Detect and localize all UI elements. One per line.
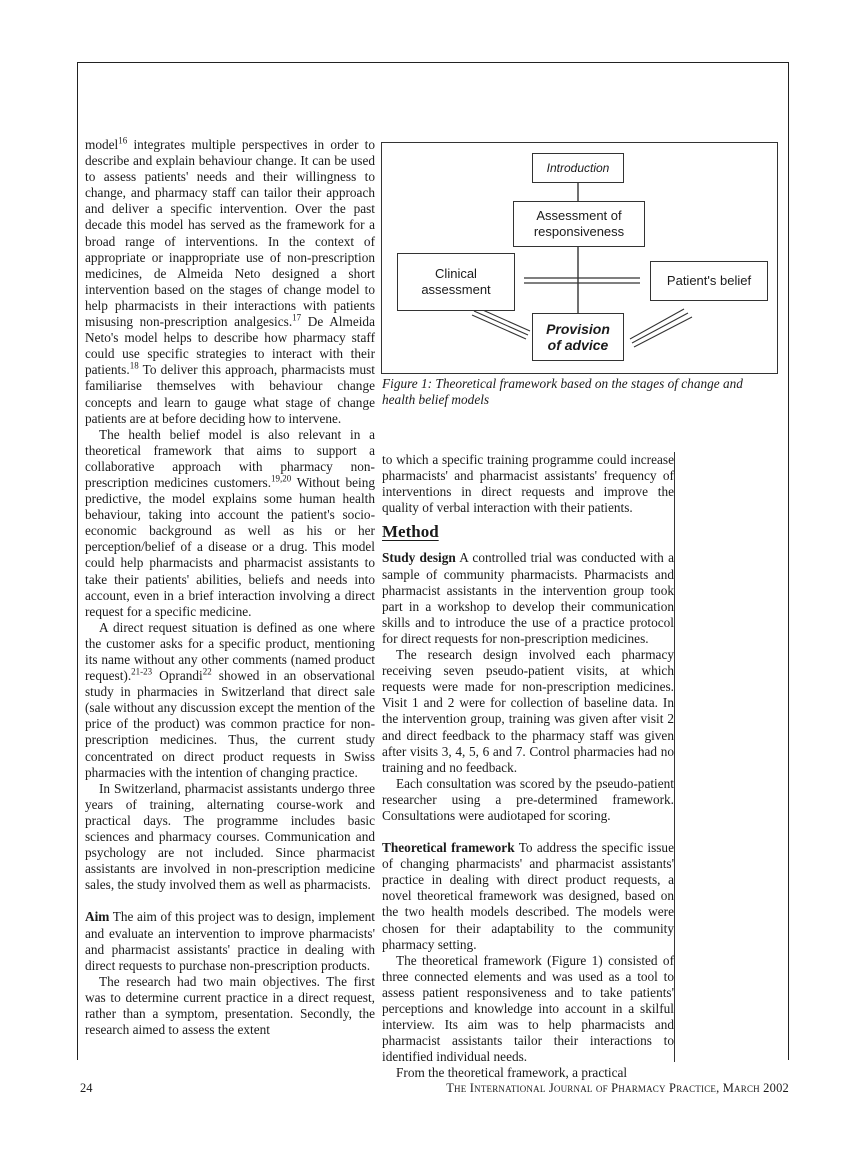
assessment-of-responsiveness-box: Assessment of responsiveness: [513, 201, 645, 247]
study-design-paragraph: Study design A controlled trial was conducted with a sample of community pharmacists. Pharmacists and pharmacist assistants in the intervention group took part in a workshop to develop their communication skills and to introduce the use of a practice protocol for direct requests for non-prescription medicines.: [382, 550, 674, 646]
clinical-assessment-box: Clinical assessment: [397, 253, 515, 311]
column-rule: [674, 452, 675, 1062]
left-paragraph-4: In Switzerland, pharmacist assistants undergo three years of training, alternating course-work and practical days. The programme includes basic sciences and pharmacy courses. Communication and psychology are not included. Since pharmacist assistants are involved in non-prescription medicine sales, the study involved them as well as pharmacists.: [85, 780, 375, 893]
left-paragraph-3: A direct request situation is defined as one where the customer asks for a specific product, mentioning its name without any other comments (named product request).$^{21-23}$ Oprandi$^{22}$ showed in an observational study in pharmacies in Switzerland that direct sale (sale without any discussion except the mention of the price of the product) was common practice for non-prescription medicines. Thus, the current study concentrated on direct product requests in Swiss pharmacies with the intention of changing practice.: [85, 619, 375, 780]
page-number: 24: [80, 1081, 93, 1095]
method-heading: Method: [382, 522, 439, 542]
journal-footer: The International Journal of Pharmacy Practice, March 2002: [446, 1081, 789, 1095]
left-paragraph-1: model$^{16}$ integrates multiple perspectives in order to describe and explain behaviour change. It can be used to assess patients' needs and their willingness to change, and pharmacy staff can tailor their approach and deliver a specific intervention. Over the past decade this model has served as the framework for a broad range of interventions. In the context of appropriate or inappropriate use of non-prescription medicines, de Almeida Neto designed a short intervention based on the stages of change model to help pharmacists in their interactions with patients misusing non-prescription analgesics.$^{17}$ De Almeida Neto's model helps to describe how pharmacy staff could use specific strategies to interact with their patients.$^{18}$ To deliver this approach, pharmacists must familiarise themselves with behaviour change concepts and learn to gauge what stage of change patients are at before deciding how to intervene.: [85, 135, 375, 426]
right-paragraph-3: The research design involved each pharmacy receiving seven pseudo-patient visits, at which requests were made for non-prescription medicines. Visit 1 and 2 were for collection of baseline data. In the intervention group, training was given after visit 2 and direct feedback to the pharmacy staff was given after visits 3, 4, 5, 6 and 7. Control pharmacies had no training and no feedback.: [382, 647, 674, 775]
study-design-heading: Study design: [382, 550, 456, 566]
provision-of-advice-box: Provision of advice: [532, 313, 624, 361]
left-paragraph-2: The health belief model is also relevant in a theoretical framework that aims to support a collaborative approach with pharmacy non-prescription medicines customers.$^{19,20}$ Without being predictive, the model explains some human health behaviour, taking into account the patient's socio-economic background as well as his or her perception/belief of a disease or a drug. This model could help pharmacists and pharmacist assistants to take their patients' abilities, beliefs and needs into account, even in a brief interaction involving a direct request for a specific medicine.: [85, 426, 375, 619]
left-paragraph-6: The research had two main objectives. The first was to determine current practice in a direct request, rather than a symptom, presentation. Secondly, the research aimed to assess the extent: [85, 973, 375, 1038]
right-paragraph-1: to which a specific training programme could increase pharmacists' and pharmacist assistants' frequency of interventions in direct requests and improve the quality of verbal interaction with their patients.: [382, 452, 674, 516]
left-column: [85, 137, 375, 1038]
figure-1-diagram: [381, 142, 778, 374]
right-column: [382, 452, 674, 1081]
aim-paragraph: Aim The aim of this project was to design, implement and evaluate an intervention to improve pharmacists' and pharmacist assistants' practice in dealing with direct requests to purchase non-prescription products.: [85, 909, 375, 973]
introduction-box: Introduction: [532, 153, 624, 183]
patients-belief-box: Patient's belief: [650, 261, 768, 301]
theoretical-framework-paragraph: Theoretical framework To address the specific issue of changing pharmacists' and pharmacist assistants' practice in dealing with direct product requests, a novel theoretical framework was designed, based on the two health models described. The models were chosen for their adaptability to the community pharmacy setting.: [382, 840, 674, 952]
theoretical-framework-heading: Theoretical framework: [382, 840, 515, 856]
figure-1-caption: Figure 1: Theoretical framework based on the stages of change and health belief models: [382, 376, 743, 407]
aim-heading: Aim: [85, 909, 110, 925]
right-paragraph-6: The theoretical framework (Figure 1) consisted of three connected elements and was used as a tool to assess patient responsiveness and to take patients' perceptions and knowledge into account in a skilful interview. Its aim was to help pharmacists and pharmacist assistants tailor their interactions to identified individual needs.: [382, 952, 674, 1065]
right-paragraph-7: From the theoretical framework, a practical: [396, 1065, 628, 1081]
right-paragraph-4: Each consultation was scored by the pseudo-patient researcher using a pre-determined framework. Consultations were audiotaped for scoring.: [382, 775, 674, 823]
